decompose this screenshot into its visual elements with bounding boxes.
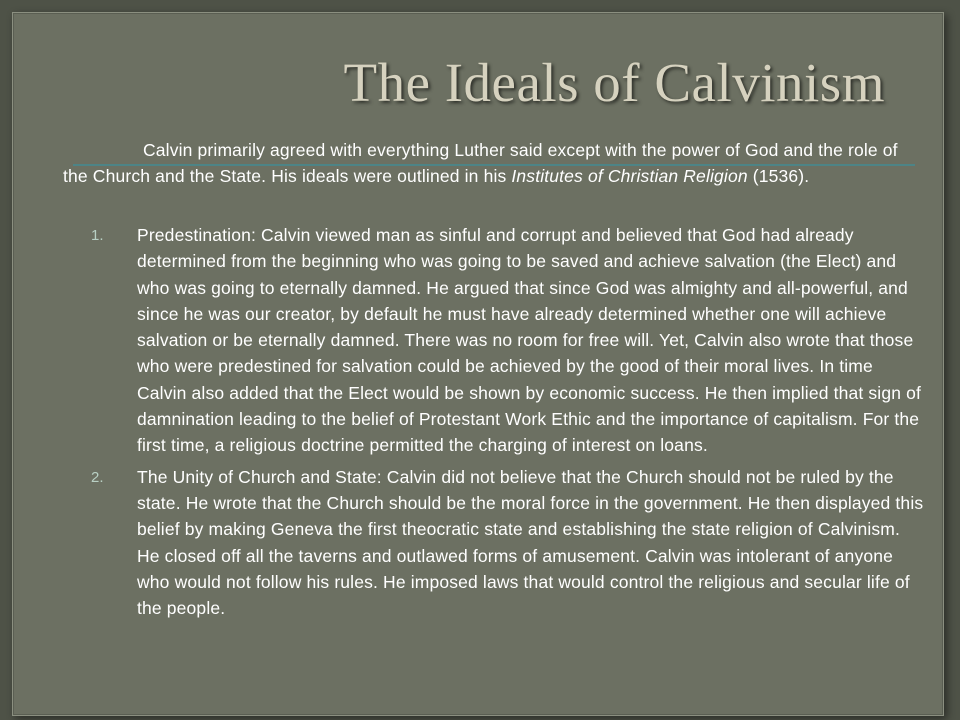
intro-text-1: Calvin primarily agreed with everything Luther said except with the power of God and the role of the Church and the State. His ideals were outlined in his <box>63 140 898 186</box>
ideals-list <box>91 222 927 626</box>
slide-panel <box>12 12 944 716</box>
list-item <box>91 464 927 622</box>
slide-title: The Ideals of Calvinism <box>343 52 885 113</box>
intro-text-2: (1536). <box>747 166 810 186</box>
book-title: Institutes of Christian Religion <box>511 166 748 186</box>
list-number: 1. <box>91 227 104 244</box>
list-item <box>91 222 927 459</box>
list-item-text: Predestination: Calvin viewed man as sinful and corrupt and believed that God had already determined from the beginning who was going to be saved and achieve salvation (the Elect) and who was going to eternally damned. He argued that since God was almighty and all-powerful, and since he was our creator, by default he must have already determined whether one will achieve salvation or be eternally damned. There was no room for free will. Yet, Calvin also wrote that those who were predestined for salvation could be achieved by the good of their moral lives. In time Calvin also added that the Elect would be shown by economic success. He then implied that sign of damnination leading to the belief of Protestant Work Ethic and the importance of capitalism. For the first time, a religious doctrine permitted the charging of interest on loans. <box>137 225 922 456</box>
intro-paragraph <box>63 137 923 189</box>
list-item-text: The Unity of Church and State: Calvin did not believe that the Church should not be ruled by the state. He wrote that the Church should be the moral force in the government. He then displayed this belief by making Geneva the first theocratic state and establishing the state religion of Calvinism. He closed off all the taverns and outlawed forms of amusement. Calvin was intolerant of anyone who would not follow his rules. He imposed laws that would control the religious and secular life of the people. <box>137 466 924 619</box>
list-number: 2. <box>91 468 104 486</box>
